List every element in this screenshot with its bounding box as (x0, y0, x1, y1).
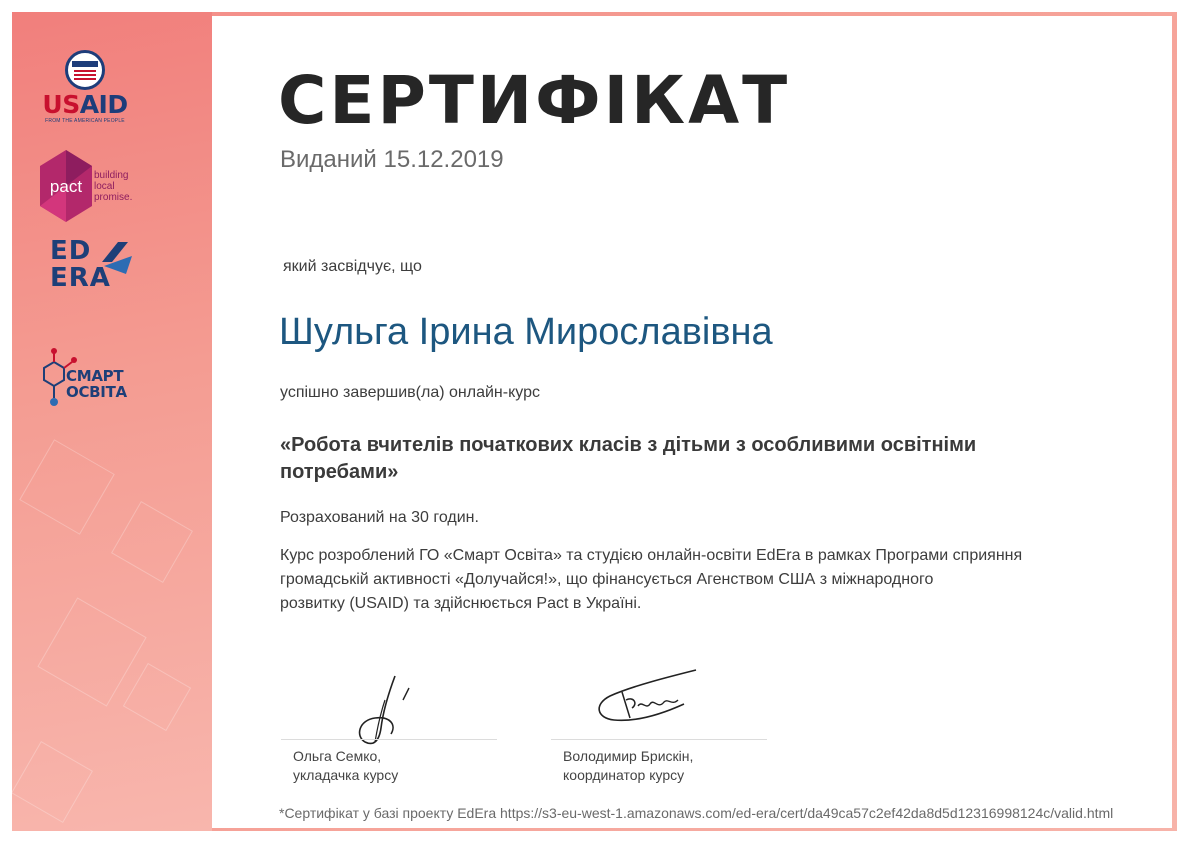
signature-2-line (551, 739, 767, 740)
pact-logo (36, 148, 146, 228)
signature-2-image (592, 666, 704, 734)
signature-1-image (345, 672, 425, 752)
usaid-tagline: FROM THE AMERICAN PEOPLE (45, 118, 125, 124)
verification-footer: *Сертифікат у базі проекту EdEra https://s3-eu-west-1.amazonaws.com/ed-era/cert/da49ca57c2ef42da8d5d12316998124c/valid.html (279, 805, 1114, 821)
edera-wordmark: ED ERA (50, 236, 111, 293)
course-title: «Робота вчителів початкових класів з дітьми з особливими освітніми потребами» (280, 434, 977, 483)
pact-mark-icon (36, 148, 96, 224)
smart-osvita-logo (40, 346, 150, 410)
decorative-hexagon (19, 439, 115, 535)
usaid-seal-icon (65, 50, 105, 90)
signature-1-caption: Ольга Семко, укладачка курсу (293, 748, 399, 783)
recipient-name: Шульга Ірина Мирославівна (279, 311, 773, 353)
edera-flag-icon (100, 238, 134, 278)
decorative-hexagon (12, 741, 93, 823)
certificate-title: СЕРТИФІКАТ (278, 62, 791, 139)
signature-2-caption: Володимир Брискін, координатор курсу (563, 748, 694, 783)
pact-tagline: building local promise. (94, 170, 133, 203)
certifies-text: який засвідчує, що (283, 258, 422, 275)
issue-date: Виданий 15.12.2019 (280, 146, 504, 173)
sidebar-panel (12, 12, 212, 831)
smart-osvita-wordmark: СМАРТ ОСВІТА (66, 367, 127, 401)
signature-1-line (281, 739, 497, 740)
completed-text: успішно завершив(ла) онлайн-курс (280, 384, 540, 401)
course-hours: Розрахований на 30 годин. (280, 509, 479, 526)
usaid-logo (35, 50, 135, 124)
course-description: Курс розроблений ГО «Смарт Освіта» та студією онлайн-освіти EdEra в рамках Програми сприяння громадській активності «Долучайся!», що фінансується Агенством США з міжнародного розвитку (USAID) та здійснюється Pact в Україні. (280, 547, 1023, 612)
usaid-wordmark: USAID (42, 90, 128, 119)
edera-logo (50, 238, 140, 310)
decorative-hexagon (111, 501, 193, 583)
decorative-hexagon (123, 663, 191, 731)
svg-text:pact: pact (49, 177, 83, 196)
decorative-hexagon (37, 597, 146, 706)
